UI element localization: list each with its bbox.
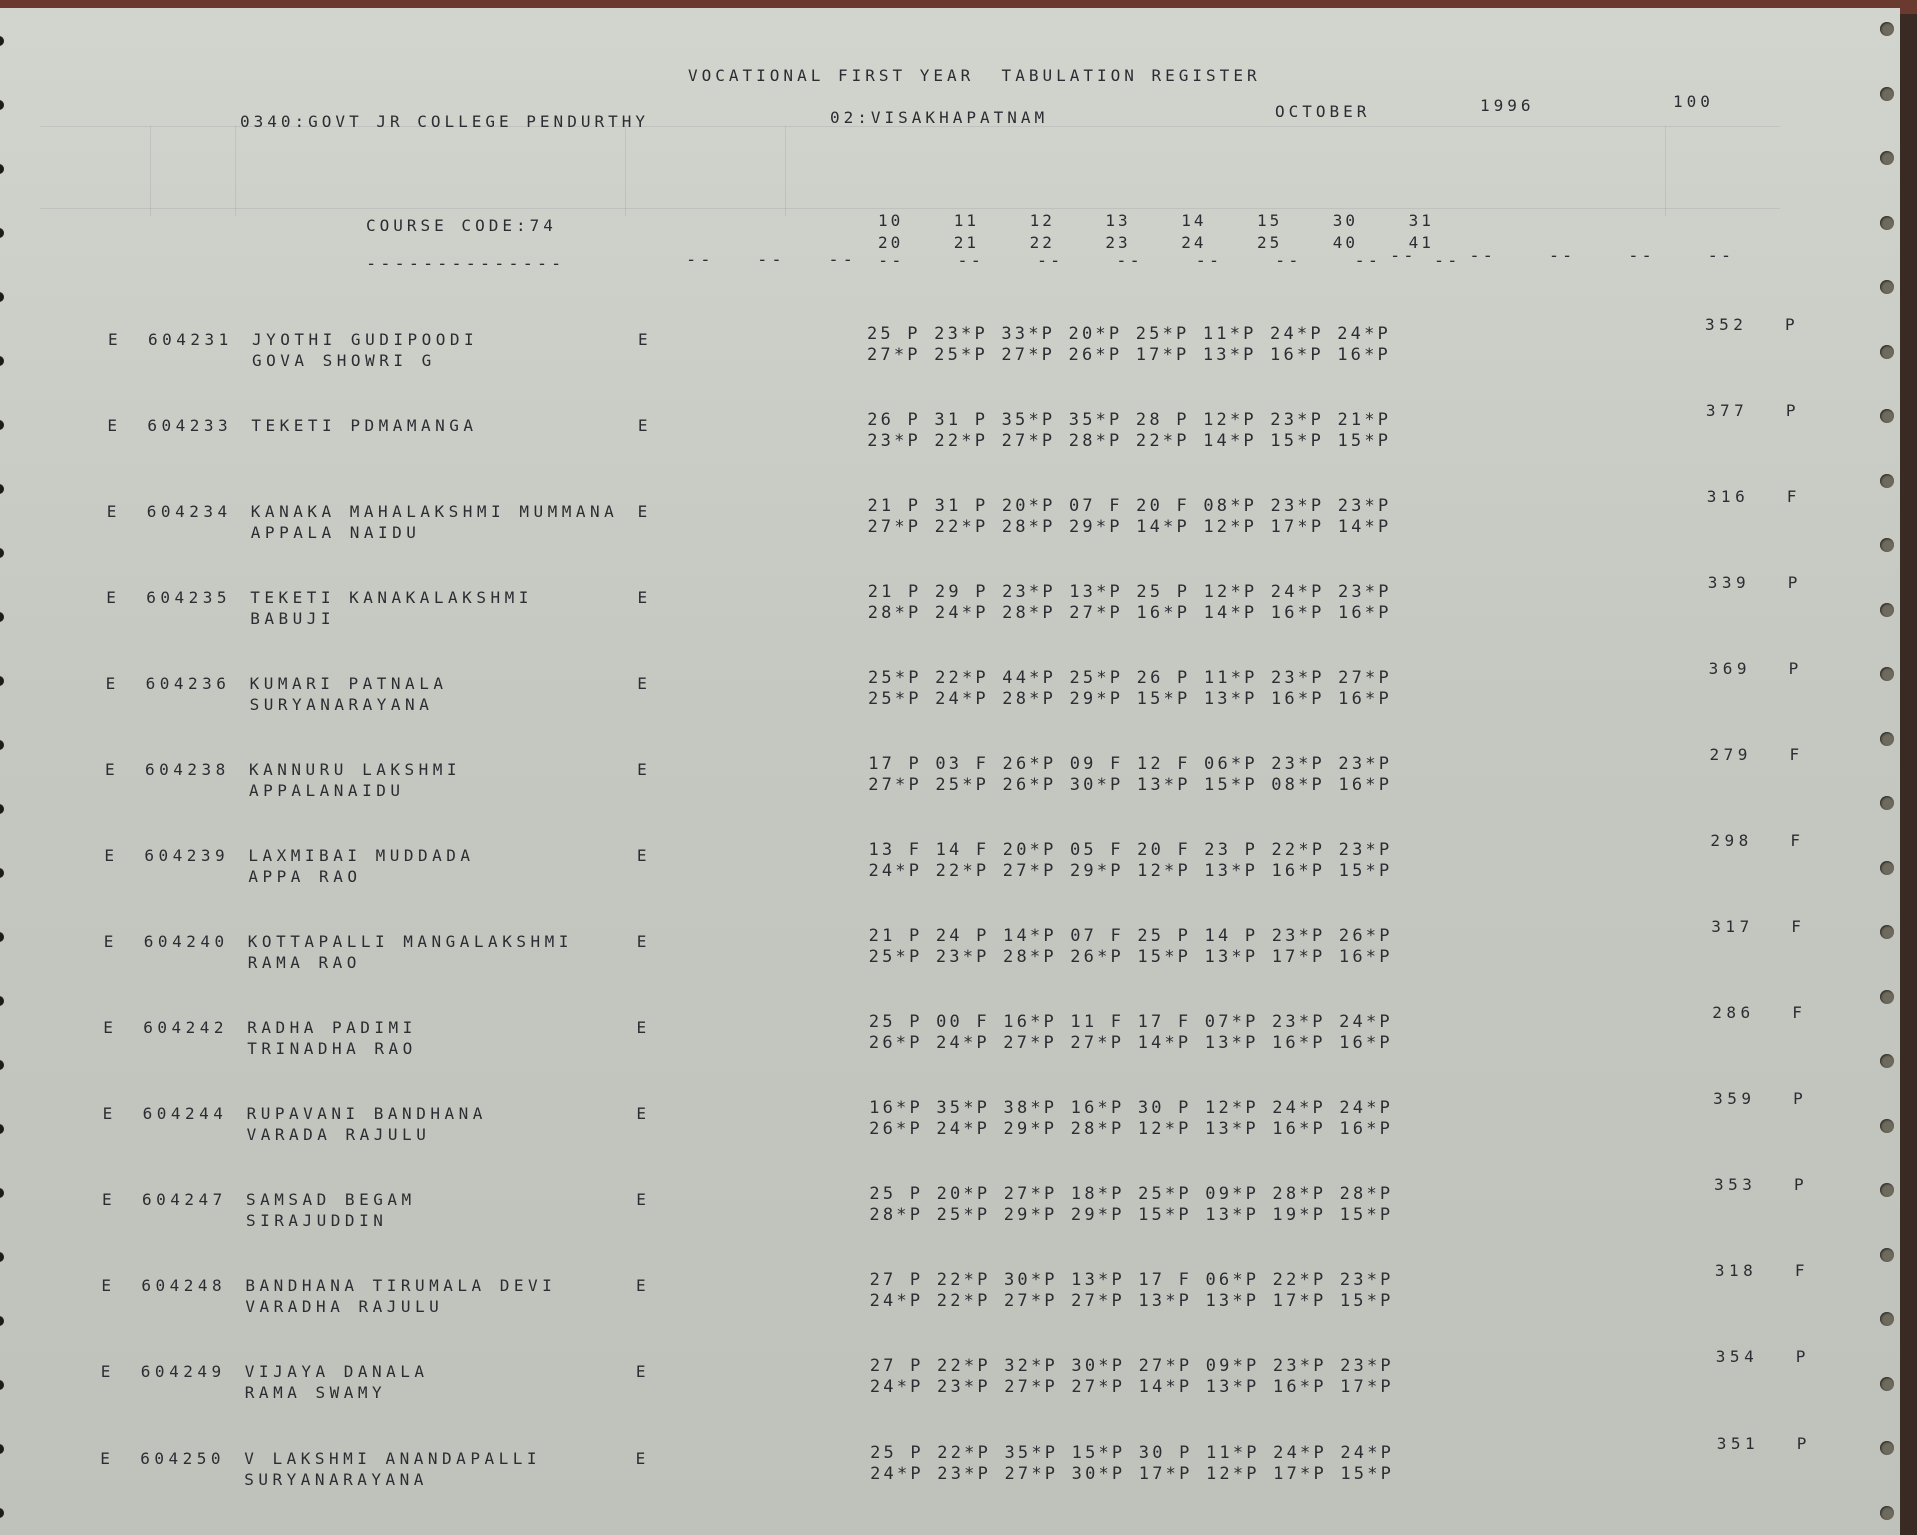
record-type: E	[100, 1449, 115, 1468]
marks-row-1: 25*P 22*P 44*P 25*P 26 P 11*P 23*P 27*P	[867, 668, 1392, 688]
tractor-hole	[0, 164, 4, 174]
marks-row-1: 26 P 31 P 35*P 35*P 28 P 12*P 23*P 21*P	[867, 410, 1392, 430]
total-marks: 377	[1705, 401, 1749, 420]
tractor-hole	[0, 356, 4, 366]
tractor-hole	[0, 1252, 4, 1262]
record-type: E	[105, 760, 120, 779]
total-marks: 352	[1705, 315, 1748, 334]
tractor-hole	[0, 996, 4, 1006]
guardian-name: VARADHA RAJULU	[245, 1297, 444, 1316]
medium-code: E	[637, 502, 652, 521]
marks-row-1: 17 P 03 F 26*P 09 F 12 F 06*P 23*P 23*P	[868, 754, 1393, 774]
course-code: COURSE CODE:74	[366, 216, 557, 235]
roll-number: 604242	[143, 1018, 228, 1037]
student-name: RADHA PADIMI	[247, 1018, 417, 1037]
form-rule	[40, 208, 1780, 209]
tractor-hole	[1880, 861, 1894, 875]
total-marks: 317	[1711, 917, 1754, 936]
medium-code: E	[636, 1276, 651, 1295]
marks-row-1: 21 P 31 P 20*P 07 F 20 F 08*P 23*P 23*P	[867, 496, 1392, 516]
roll-number: 604249	[140, 1362, 226, 1381]
marks-row-1: 13 F 14 F 20*P 05 F 20 F 23 P 22*P 23*P	[868, 840, 1393, 860]
result-code: F	[1790, 831, 1805, 850]
marks-row-2: 26*P 24*P 27*P 27*P 14*P 13*P 16*P 16*P	[868, 1033, 1393, 1053]
exam-month: OCTOBER	[1275, 102, 1371, 121]
guardian-name: APPALA NAIDU	[250, 523, 421, 542]
medium-code: E	[636, 932, 651, 951]
roll-number: 604238	[145, 760, 230, 779]
record-type: E	[101, 1276, 116, 1295]
guardian-name: TRINADHA RAO	[247, 1039, 417, 1058]
total-marks: 354	[1715, 1347, 1759, 1366]
roll-number: 604234	[146, 502, 232, 521]
guardian-name: SURYANARAYANA	[244, 1470, 428, 1489]
marks-row-1: 27 P 22*P 30*P 13*P 17 F 06*P 22*P 23*P	[869, 1270, 1394, 1290]
district-name: 02:VISAKHAPATNAM	[830, 108, 1049, 127]
student-name: LAXMIBAI MUDDADA	[248, 846, 475, 865]
tractor-hole	[0, 740, 4, 750]
total-marks: 351	[1716, 1434, 1760, 1453]
tractor-hole	[1880, 345, 1894, 359]
tractor-hole	[0, 420, 4, 430]
tractor-hole	[1880, 1119, 1894, 1133]
record-type: E	[107, 416, 122, 435]
tractor-hole	[0, 1444, 4, 1454]
tractor-hole	[1880, 732, 1894, 746]
student-name: KOTTAPALLI MANGALAKSHMI	[247, 932, 573, 951]
medium-code: E	[636, 1104, 651, 1123]
result-code: P	[1795, 1347, 1810, 1366]
tractor-hole	[0, 1060, 4, 1070]
student-name: KANAKA MAHALAKSHMI MUMMANA	[250, 502, 619, 521]
tractor-hole	[1880, 1312, 1894, 1326]
student-name: V LAKSHMI ANANDAPALLI	[244, 1449, 541, 1468]
marks-row-1: 27 P 22*P 32*P 30*P 27*P 09*P 23*P 23*P	[869, 1356, 1394, 1376]
record-type: E	[104, 846, 119, 865]
tractor-hole	[0, 676, 4, 686]
guardian-name: APPALANAIDU	[249, 781, 405, 800]
roll-number: 604250	[140, 1449, 225, 1468]
form-rule	[785, 126, 786, 216]
tractor-hole	[0, 100, 4, 110]
medium-code: E	[635, 1449, 650, 1468]
column-dashes-middle: -- -- -- -- -- -- -- --	[878, 251, 1461, 271]
marks-row-1: 21 P 24 P 14*P 07 F 25 P 14 P 23*P 26*P	[868, 926, 1393, 946]
student-name: KANNURU LAKSHMI	[249, 760, 461, 779]
roll-number: 604236	[145, 674, 231, 693]
tractor-hole	[1880, 796, 1894, 810]
guardian-name: SIRAJUDDIN	[246, 1211, 388, 1230]
record-type: E	[102, 1190, 117, 1209]
column-dashes-left: -- -- --	[686, 250, 857, 270]
total-marks: 353	[1714, 1175, 1757, 1194]
student-name: TEKETI KANAKALAKSHMI	[250, 588, 533, 607]
exam-year: 1996	[1480, 96, 1535, 115]
result-code: P	[1787, 573, 1802, 592]
marks-row-2: 24*P 22*P 27*P 27*P 13*P 13*P 17*P 15*P	[869, 1291, 1394, 1311]
record-type: E	[105, 674, 120, 693]
tractor-hole	[1880, 603, 1894, 617]
marks-row-2: 28*P 24*P 28*P 27*P 16*P 14*P 16*P 16*P	[867, 603, 1392, 623]
marks-row-2: 26*P 24*P 29*P 28*P 12*P 13*P 16*P 16*P	[869, 1119, 1394, 1139]
tractor-hole	[1880, 990, 1894, 1004]
tractor-hole	[1880, 151, 1894, 165]
result-code: P	[1785, 315, 1800, 334]
guardian-name: APPA RAO	[248, 867, 362, 886]
college-name: 0340:GOVT JR COLLEGE PENDURTHY	[240, 112, 649, 131]
page-number: 100	[1673, 92, 1714, 111]
tractor-hole	[0, 548, 4, 558]
tractor-hole	[0, 484, 4, 494]
medium-code: E	[636, 1018, 651, 1037]
tractor-hole	[1880, 22, 1894, 36]
tabulation-sheet	[0, 8, 1900, 1535]
tractor-hole	[1880, 1054, 1894, 1068]
student-name: VIJAYA DANALA	[244, 1362, 429, 1381]
marks-row-2: 23*P 22*P 27*P 28*P 22*P 14*P 15*P 15*P	[867, 431, 1392, 451]
marks-row-2: 27*P 22*P 28*P 29*P 14*P 12*P 17*P 14*P	[867, 517, 1392, 537]
right-tractor-holes	[1876, 8, 1900, 1535]
tractor-hole	[0, 1316, 4, 1326]
guardian-name: RAMA RAO	[247, 953, 361, 972]
marks-row-1: 21 P 29 P 23*P 13*P 25 P 12*P 24*P 23*P	[867, 582, 1392, 602]
result-code: P	[1794, 1175, 1809, 1194]
tractor-hole	[1880, 474, 1894, 488]
form-rule	[1665, 126, 1666, 216]
record-type: E	[103, 1018, 118, 1037]
medium-code: E	[637, 416, 652, 435]
tractor-hole	[0, 36, 4, 46]
tractor-hole	[1880, 667, 1894, 681]
total-marks: 298	[1710, 831, 1753, 850]
total-marks: 286	[1712, 1003, 1755, 1022]
tractor-hole	[0, 1380, 4, 1390]
result-code: F	[1786, 487, 1801, 506]
result-code: F	[1792, 1003, 1807, 1022]
record-type: E	[108, 330, 123, 349]
marks-row-1: 25 P 20*P 27*P 18*P 25*P 09*P 28*P 28*P	[869, 1184, 1394, 1204]
form-rule	[625, 126, 626, 216]
marks-row-1: 25 P 22*P 35*P 15*P 30 P 11*P 24*P 24*P	[870, 1443, 1395, 1463]
total-marks: 359	[1713, 1089, 1756, 1108]
tractor-hole	[0, 612, 4, 622]
guardian-name: SURYANARAYANA	[249, 695, 434, 714]
subject-codes-row-1: 10 11 12 13 14 15 30 31	[878, 211, 1434, 230]
left-tractor-holes	[0, 8, 24, 1535]
student-name: TEKETI PDMAMANGA	[251, 416, 478, 435]
total-marks: 339	[1707, 573, 1751, 592]
total-marks: 316	[1706, 487, 1750, 506]
tractor-hole	[1880, 538, 1894, 552]
guardian-name: BABUJI	[250, 609, 335, 628]
marks-row-1: 25 P 23*P 33*P 20*P 25*P 11*P 24*P 24*P	[867, 324, 1391, 344]
marks-row-2: 25*P 24*P 28*P 29*P 15*P 13*P 16*P 16*P	[867, 689, 1392, 709]
medium-code: E	[638, 330, 653, 349]
record-type: E	[100, 1362, 115, 1381]
student-name: SAMSAD BEGAM	[246, 1190, 416, 1209]
marks-row-2: 28*P 25*P 29*P 29*P 15*P 13*P 19*P 15*P	[869, 1205, 1394, 1225]
course-code-underline: --------------	[366, 254, 566, 274]
medium-code: E	[637, 674, 652, 693]
total-marks: 318	[1714, 1261, 1758, 1280]
result-code: P	[1793, 1089, 1808, 1108]
tractor-hole	[1880, 1248, 1894, 1262]
guardian-name: RAMA SWAMY	[244, 1383, 387, 1402]
guardian-name: VARADA RAJULU	[246, 1125, 431, 1144]
tractor-hole	[1880, 925, 1894, 939]
record-type: E	[103, 932, 118, 951]
marks-row-2: 24*P 23*P 27*P 27*P 14*P 13*P 16*P 17*P	[869, 1377, 1394, 1397]
guardian-name: GOVA SHOWRI G	[252, 351, 436, 370]
roll-number: 604248	[141, 1276, 227, 1295]
subject-codes-row-2: 20 21 22 23 24 25 40 41	[878, 233, 1434, 252]
tractor-hole	[0, 1508, 4, 1518]
tractor-hole	[1880, 1506, 1894, 1520]
marks-row-1: 16*P 35*P 38*P 16*P 30 P 12*P 24*P 24*P	[869, 1098, 1394, 1118]
roll-number: 604231	[148, 330, 233, 349]
column-dashes-right: -- -- -- -- --	[1390, 246, 1735, 266]
total-marks: 279	[1709, 745, 1752, 764]
marks-row-2: 27*P 25*P 27*P 26*P 17*P 13*P 16*P 16*P	[867, 345, 1391, 365]
record-type: E	[106, 588, 121, 607]
tractor-hole	[0, 804, 4, 814]
tractor-hole	[1880, 1377, 1894, 1391]
medium-code: E	[637, 588, 652, 607]
tractor-hole	[0, 1188, 4, 1198]
form-rule	[150, 126, 151, 216]
result-code: F	[1794, 1261, 1810, 1280]
tractor-hole	[0, 868, 4, 878]
result-code: P	[1785, 401, 1801, 420]
tractor-hole	[1880, 216, 1894, 230]
marks-row-2: 24*P 22*P 27*P 29*P 12*P 13*P 16*P 15*P	[868, 861, 1393, 881]
roll-number: 604244	[142, 1104, 228, 1123]
total-marks: 369	[1708, 659, 1751, 678]
marks-row-1: 25 P 00 F 16*P 11 F 17 F 07*P 23*P 24*P	[868, 1012, 1393, 1032]
student-name: RUPAVANI BANDHANA	[246, 1104, 487, 1123]
tractor-hole	[0, 932, 4, 942]
tractor-hole	[0, 292, 4, 302]
tractor-hole	[1880, 1183, 1894, 1197]
result-code: F	[1789, 745, 1804, 764]
tractor-hole	[0, 1124, 4, 1134]
tractor-hole	[0, 228, 4, 238]
medium-code: E	[635, 1362, 650, 1381]
roll-number: 604233	[147, 416, 233, 435]
student-name: JYOTHI GUDIPOODI	[252, 330, 479, 349]
roll-number: 604247	[142, 1190, 227, 1209]
marks-row-2: 27*P 25*P 26*P 30*P 13*P 15*P 08*P 16*P	[868, 775, 1393, 795]
student-name: BANDHANA TIRUMALA DEVI	[245, 1276, 557, 1295]
register-title: VOCATIONAL FIRST YEAR TABULATION REGISTER	[688, 66, 1261, 85]
result-code: P	[1788, 659, 1803, 678]
tractor-hole	[1880, 280, 1894, 294]
marks-row-2: 25*P 23*P 28*P 26*P 15*P 13*P 17*P 16*P	[868, 947, 1393, 967]
roll-number: 604240	[143, 932, 229, 951]
medium-code: E	[636, 846, 652, 865]
medium-code: E	[636, 1190, 651, 1209]
record-type: E	[102, 1104, 117, 1123]
result-code: F	[1791, 917, 1806, 936]
roll-number: 604239	[144, 846, 230, 865]
roll-number: 604235	[146, 588, 231, 607]
medium-code: E	[637, 760, 652, 779]
tractor-hole	[1880, 1441, 1894, 1455]
form-rule	[235, 126, 236, 216]
student-name: KUMARI PATNALA	[249, 674, 448, 693]
marks-row-2: 24*P 23*P 27*P 30*P 17*P 12*P 17*P 15*P	[870, 1464, 1395, 1484]
tractor-hole	[1880, 87, 1894, 101]
record-type: E	[106, 502, 121, 521]
tractor-hole	[1880, 409, 1894, 423]
result-code: P	[1796, 1434, 1811, 1453]
